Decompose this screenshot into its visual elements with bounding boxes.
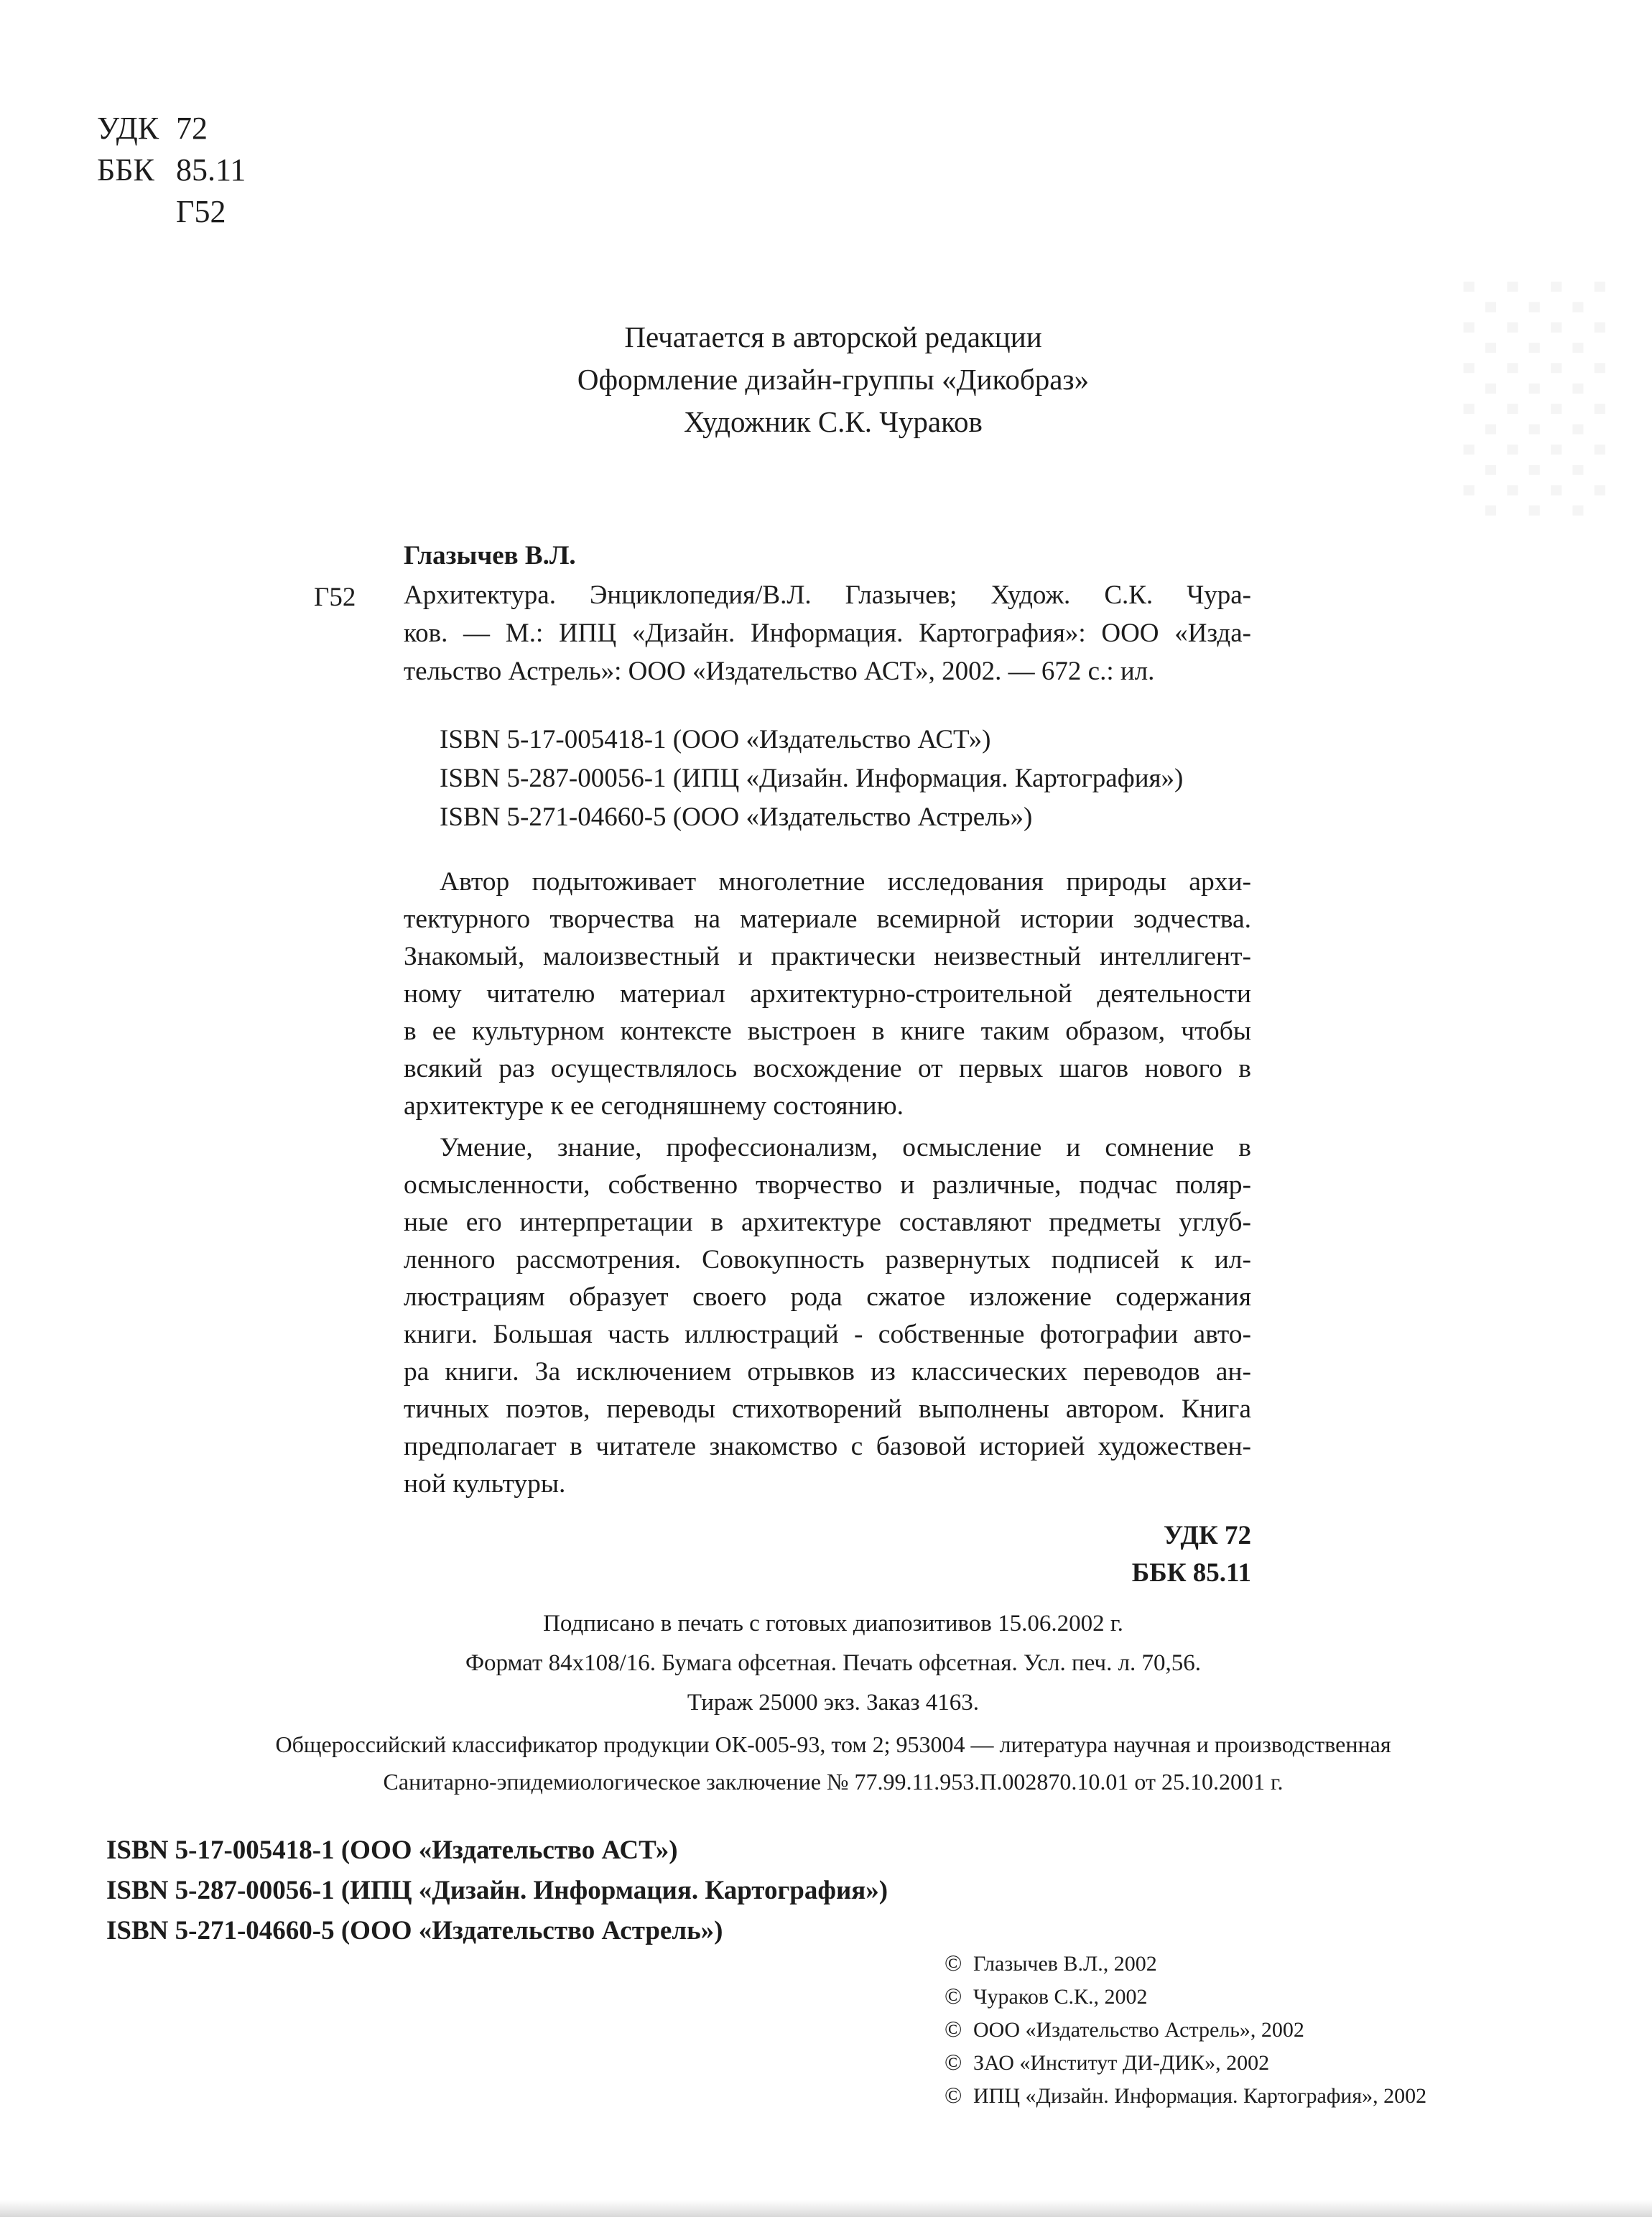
bib-description-line: Архитектура. Энциклопедия/В.Л. Глазычев; Худож. С.К. Чура- — [404, 580, 1251, 610]
copyright-holder: ЗАО «Институт ДИ-ДИК», 2002 — [973, 2051, 1270, 2075]
edition-notes — [402, 316, 1264, 443]
bib-isbn-list — [440, 721, 1183, 837]
edition-note-line: Художник С.К. Чураков — [684, 405, 983, 438]
abstract-paragraph-2 — [404, 1129, 1251, 1503]
isbn-bold-line: ISBN 5-287-00056-1 (ИПЦ «Дизайн. Информация. Картография») — [106, 1876, 888, 1905]
edition-note-line: Печатается в авторской редакции — [624, 320, 1042, 353]
abstract-paragraph-1 — [404, 864, 1251, 1125]
copyright-line — [945, 2046, 1426, 2079]
abstract-line: Умение, знание, профессионализм, осмысление и сомнение в — [440, 1133, 1251, 1162]
copyright-line — [945, 2079, 1426, 2112]
abstract-line: тектурного творчества на материале всемирной истории зодчества. — [404, 904, 1251, 934]
bib-author: Глазычев В.Л. — [404, 541, 576, 570]
author-mark-row — [97, 191, 246, 233]
isbn-bold-list — [106, 1830, 888, 1951]
udk-bottom: УДК 72 — [1164, 1521, 1251, 1550]
udk-top-block — [97, 108, 246, 233]
abstract-line: Автор подытоживает многолетние исследования природы архи- — [440, 867, 1251, 897]
copyright-holder: Глазычев В.Л., 2002 — [973, 1952, 1157, 1976]
isbn-bold-line: ISBN 5-17-005418-1 (ООО «Издательство АСТ») — [106, 1836, 678, 1865]
abstract-line: ные его интерпретации в архитектуре составляют предметы углуб- — [404, 1208, 1251, 1237]
copyright-holder: ООО «Издательство Астрель», 2002 — [973, 2018, 1304, 2042]
bbk-row — [97, 149, 246, 191]
bib-isbn-line: ISBN 5-17-005418-1 (ООО «Издательство АСТ») — [440, 725, 991, 754]
copyright-icon: © — [945, 2049, 962, 2075]
copyright-icon: © — [945, 1983, 962, 2009]
classification-line: Общероссийский классификатор продукции ОК-005-93, том 2; 953004 — литература научная и производственная — [275, 1731, 1391, 1757]
abstract-line: архитектуре к ее сегодняшнему состоянию. — [404, 1091, 904, 1121]
udk-bottom-block — [1132, 1517, 1251, 1592]
abstract-line: тичных поэтов, переводы стихотворений выполнены автором. Книга — [404, 1394, 1251, 1424]
copyright-line — [945, 1947, 1426, 1980]
publication-line: Подписано в печать с готовых диапозитивов 15.06.2002 г. — [543, 1611, 1123, 1637]
abstract-line: осмысленности, собственно творчество и различные, подчас поляр- — [404, 1170, 1251, 1200]
abstract-line: предполагает в читателе знакомство с базовой историей художествен- — [404, 1432, 1251, 1461]
bib-description-line: ков. — М.: ИПЦ «Дизайн. Информация. Картография»: ООО «Изда- — [404, 619, 1251, 648]
classification-line: Санитарно-эпидемиологическое заключение № 77.99.11.953.П.002870.10.01 от 25.10.2001 г. — [383, 1769, 1284, 1795]
bib-description-line: тельство Астрель»: ООО «Издательство АСТ», 2002. — 672 с.: ил. — [404, 657, 1155, 686]
abstract-line: ному читателю материал архитектурно-строительной деятельности — [404, 979, 1251, 1009]
copyright-icon: © — [945, 2082, 962, 2108]
abstract-line: Знакомый, малоизвестный и практически неизвестный интеллигент- — [404, 942, 1251, 971]
copyright-holder: ИПЦ «Дизайн. Информация. Картография», 2002 — [973, 2084, 1427, 2108]
copyright-line — [945, 1980, 1426, 2013]
isbn-bold-line: ISBN 5-271-04660-5 (ООО «Издательство Астрель») — [106, 1916, 723, 1945]
publication-info — [402, 1604, 1264, 1723]
abstract-line: в ее культурном контексте выстроен в книге таким образом, чтобы — [404, 1017, 1251, 1046]
abstract-line: люстрациям образует своего рода сжатое изложение содержания — [404, 1282, 1251, 1312]
abstract-line: всякий раз осуществлялось восхождение от первых шагов нового в — [404, 1054, 1251, 1083]
abstract — [404, 864, 1251, 1503]
bbk-label: ББК — [97, 152, 154, 188]
bib-isbn-line: ISBN 5-271-04660-5 (ООО «Издательство Астрель») — [440, 802, 1033, 832]
publication-line: Тираж 25000 экз. Заказ 4163. — [687, 1690, 980, 1716]
publication-line: Формат 84х108/16. Бумага офсетная. Печать офсетная. Усл. печ. л. 70,56. — [465, 1650, 1202, 1676]
scan-edge-shadow — [0, 2200, 1652, 2217]
author-mark: Г52 — [176, 194, 226, 229]
bib-description — [404, 576, 1251, 690]
abstract-line: книги. Большая часть иллюстраций - собственные фотографии авто- — [404, 1320, 1251, 1349]
bbk-bottom: ББК 85.11 — [1131, 1558, 1251, 1588]
bbk-value: 85.11 — [176, 152, 246, 188]
abstract-line: ра книги. За исключением отрывков из классических переводов ан- — [404, 1357, 1251, 1387]
copyright-icon: © — [945, 1950, 962, 1976]
copyright-list — [945, 1947, 1426, 2112]
edition-note-line: Оформление дизайн-группы «Дикобраз» — [577, 363, 1090, 396]
bib-mark: Г52 — [314, 583, 356, 612]
copyright-line — [945, 2013, 1426, 2046]
udk-label: УДК — [97, 111, 159, 146]
copyright-holder: Чураков С.К., 2002 — [973, 1985, 1148, 2009]
abstract-line: ленного рассмотрения. Совокупность развернутых подписей к ил- — [404, 1245, 1251, 1274]
udk-row — [97, 108, 246, 149]
udk-value: 72 — [176, 111, 208, 146]
classification-info — [108, 1726, 1559, 1800]
abstract-line: ной культуры. — [404, 1469, 566, 1499]
copyright-icon: © — [945, 2016, 962, 2042]
bib-isbn-line: ISBN 5-287-00056-1 (ИПЦ «Дизайн. Информация. Картография») — [440, 764, 1184, 793]
